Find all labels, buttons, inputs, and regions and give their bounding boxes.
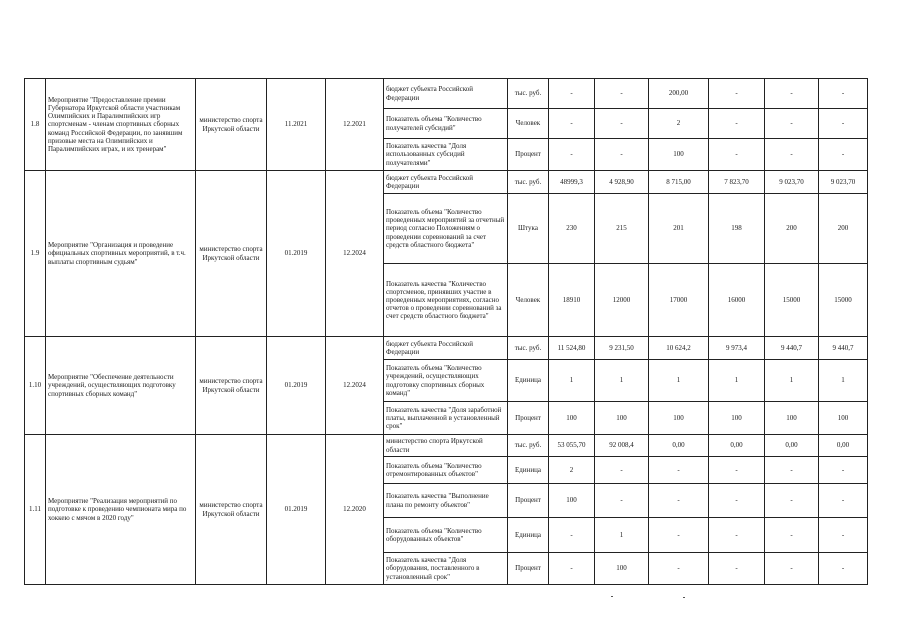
indicator-cell: Показатель качества "Количество спортсменов, принявших участие в проведенных мероприятиях, согласно отчетов о проведении соревнований за счет средств областного бюджета" xyxy=(384,264,508,337)
measure-title: Мероприятие "Предоставление премии Губернатора Иркутской области участникам Олимпийских и Паралимпийских игр спортсменам - членам спортивных сборных команд Российской Федерации, по занявшим призовые места на Олимпийских и Паралимпийских играх, и их тренерам" xyxy=(46,79,196,171)
value-cell: 7 823,70 xyxy=(709,171,765,194)
value-cell: 200 xyxy=(819,194,868,264)
value-cell: - xyxy=(549,79,595,109)
unit-cell: тыс. руб. xyxy=(508,171,549,194)
measure-start-date: 01.2019 xyxy=(267,337,326,435)
measure-executor: министерство спорта Иркутской области xyxy=(196,337,267,435)
value-cell: 1 xyxy=(549,360,595,402)
value-cell: 53 055,70 xyxy=(549,435,595,457)
value-cell: 9 023,70 xyxy=(819,171,868,194)
indicator-cell: Показатель объема "Количество учреждений, осуществляющих подготовку спортивных сборных команд" xyxy=(384,360,508,402)
table-row xyxy=(25,337,868,360)
value-cell: - xyxy=(765,457,819,484)
value-cell: - xyxy=(595,109,649,139)
unit-cell: тыс. руб. xyxy=(508,435,549,457)
value-cell: 0,00 xyxy=(709,435,765,457)
value-cell: 1 xyxy=(649,360,709,402)
value-cell: - xyxy=(595,457,649,484)
measure-end-date: 12.2024 xyxy=(326,337,384,435)
table-row xyxy=(25,435,868,457)
value-cell: 100 xyxy=(549,484,595,518)
indicator-cell: Показатель объема "Количество проведенных мероприятий за отчетный период согласно Положениям о проведении соревнований за счет средств областного бюджета" xyxy=(384,194,508,264)
program-measures-table xyxy=(24,78,868,585)
indicator-cell: Показатель качества "Доля оборудования, поставленного в установленный срок" xyxy=(384,553,508,585)
value-cell: - xyxy=(819,457,868,484)
value-cell: 100 xyxy=(595,553,649,585)
value-cell: 100 xyxy=(595,402,649,435)
value-cell: 2 xyxy=(549,457,595,484)
value-cell: - xyxy=(549,139,595,171)
unit-cell: Человек xyxy=(508,109,549,139)
measure-start-date: 01.2019 xyxy=(267,435,326,585)
scan-speck xyxy=(683,597,685,598)
measure-start-date: 01.2019 xyxy=(267,171,326,337)
value-cell: 9 231,50 xyxy=(595,337,649,360)
value-cell: - xyxy=(709,79,765,109)
measure-end-date: 12.2021 xyxy=(326,79,384,171)
measure-title: Мероприятие "Обеспечение деятельности учреждений, осуществляющих подготовку спортивных сборных команд" xyxy=(46,337,196,435)
value-cell: 100 xyxy=(549,402,595,435)
unit-cell: Единица xyxy=(508,360,549,402)
value-cell: - xyxy=(709,109,765,139)
value-cell: 215 xyxy=(595,194,649,264)
value-cell: 8 715,00 xyxy=(649,171,709,194)
value-cell: 9 023,70 xyxy=(765,171,819,194)
value-cell: 230 xyxy=(549,194,595,264)
indicator-cell: Показатель объема "Количество получателей субсидий" xyxy=(384,109,508,139)
value-cell: - xyxy=(649,484,709,518)
unit-cell: Человек xyxy=(508,264,549,337)
value-cell: 201 xyxy=(649,194,709,264)
value-cell: 12000 xyxy=(595,264,649,337)
measure-number: 1.11 xyxy=(25,435,46,585)
measure-start-date: 11.2021 xyxy=(267,79,326,171)
indicator-cell: Показатель объема "Количество отремонтированных объектов" xyxy=(384,457,508,484)
unit-cell: Процент xyxy=(508,553,549,585)
indicator-cell: Показатель качества "Доля использованных субсидий получателями" xyxy=(384,139,508,171)
measure-title: Мероприятие "Реализация мероприятий по подготовке к проведению чемпионата мира по хоккею с мячом в 2020 году" xyxy=(46,435,196,585)
value-cell: 198 xyxy=(709,194,765,264)
value-cell: 17000 xyxy=(649,264,709,337)
value-cell: - xyxy=(765,139,819,171)
measure-end-date: 12.2020 xyxy=(326,435,384,585)
measure-executor: министерство спорта Иркутской области xyxy=(196,79,267,171)
value-cell: 4 928,90 xyxy=(595,171,649,194)
value-cell: 1 xyxy=(595,360,649,402)
value-cell: - xyxy=(819,79,868,109)
value-cell: - xyxy=(549,109,595,139)
indicator-cell: Показатель объема "Количество оборудованных объектов" xyxy=(384,518,508,553)
measure-number: 1.9 xyxy=(25,171,46,337)
indicator-cell: бюджет субъекта Российской Федерации xyxy=(384,79,508,109)
value-cell: 1 xyxy=(595,518,649,553)
value-cell: 11 524,80 xyxy=(549,337,595,360)
measure-end-date: 12.2024 xyxy=(326,171,384,337)
value-cell: 1 xyxy=(709,360,765,402)
value-cell: 100 xyxy=(649,139,709,171)
value-cell: 9 440,7 xyxy=(765,337,819,360)
value-cell: - xyxy=(595,79,649,109)
value-cell: - xyxy=(765,79,819,109)
value-cell: - xyxy=(709,518,765,553)
value-cell: 0,00 xyxy=(819,435,868,457)
value-cell: - xyxy=(595,484,649,518)
value-cell: - xyxy=(765,553,819,585)
value-cell: - xyxy=(819,553,868,585)
value-cell: 2 xyxy=(649,109,709,139)
unit-cell: Процент xyxy=(508,484,549,518)
value-cell: - xyxy=(819,484,868,518)
indicator-cell: Показатель качества "Выполнение плана по ремонту объектов" xyxy=(384,484,508,518)
value-cell: - xyxy=(709,139,765,171)
measure-executor: министерство спорта Иркутской области xyxy=(196,435,267,585)
value-cell: - xyxy=(819,109,868,139)
unit-cell: тыс. руб. xyxy=(508,337,549,360)
value-cell: 100 xyxy=(709,402,765,435)
measure-number: 1.10 xyxy=(25,337,46,435)
unit-cell: Процент xyxy=(508,139,549,171)
value-cell: - xyxy=(649,553,709,585)
table-row xyxy=(25,171,868,194)
value-cell: - xyxy=(819,518,868,553)
indicator-cell: Показатель качества "Доля заработной платы, выплаченной в установленный срок" xyxy=(384,402,508,435)
value-cell: - xyxy=(765,518,819,553)
value-cell: 100 xyxy=(649,402,709,435)
indicator-cell: бюджет субъекта Российской Федерации xyxy=(384,171,508,194)
value-cell: - xyxy=(765,484,819,518)
value-cell: - xyxy=(595,139,649,171)
unit-cell: Штука xyxy=(508,194,549,264)
unit-cell: Единица xyxy=(508,518,549,553)
unit-cell: тыс. руб. xyxy=(508,79,549,109)
value-cell: - xyxy=(709,553,765,585)
value-cell: - xyxy=(649,457,709,484)
value-cell: 48999,3 xyxy=(549,171,595,194)
value-cell: 200 xyxy=(765,194,819,264)
value-cell: 92 008,4 xyxy=(595,435,649,457)
measure-number: 1.8 xyxy=(25,79,46,171)
value-cell: - xyxy=(549,553,595,585)
value-cell: 0,00 xyxy=(649,435,709,457)
value-cell: 100 xyxy=(765,402,819,435)
value-cell: 15000 xyxy=(765,264,819,337)
value-cell: 15000 xyxy=(819,264,868,337)
measure-title: Мероприятие "Организация и проведение официальных спортивных мероприятий, в т.ч. выплаты спортивным судьям" xyxy=(46,171,196,337)
measure-executor: министерство спорта Иркутской области xyxy=(196,171,267,337)
value-cell: 1 xyxy=(819,360,868,402)
indicator-cell: бюджет субъекта Российской Федерации xyxy=(384,337,508,360)
value-cell: 9 440,7 xyxy=(819,337,868,360)
value-cell: - xyxy=(709,457,765,484)
value-cell: 18910 xyxy=(549,264,595,337)
value-cell: 1 xyxy=(765,360,819,402)
indicator-cell: министерство спорта Иркутской области xyxy=(384,435,508,457)
value-cell: 9 973,4 xyxy=(709,337,765,360)
value-cell: - xyxy=(709,484,765,518)
value-cell: 200,00 xyxy=(649,79,709,109)
value-cell: - xyxy=(819,139,868,171)
unit-cell: Процент xyxy=(508,402,549,435)
value-cell: 100 xyxy=(819,402,868,435)
table-row xyxy=(25,79,868,109)
value-cell: - xyxy=(549,518,595,553)
value-cell: - xyxy=(765,109,819,139)
unit-cell: Единица xyxy=(508,457,549,484)
scan-speck xyxy=(611,596,613,597)
value-cell: 0,00 xyxy=(765,435,819,457)
value-cell: 10 624,2 xyxy=(649,337,709,360)
value-cell: - xyxy=(649,518,709,553)
value-cell: 16000 xyxy=(709,264,765,337)
